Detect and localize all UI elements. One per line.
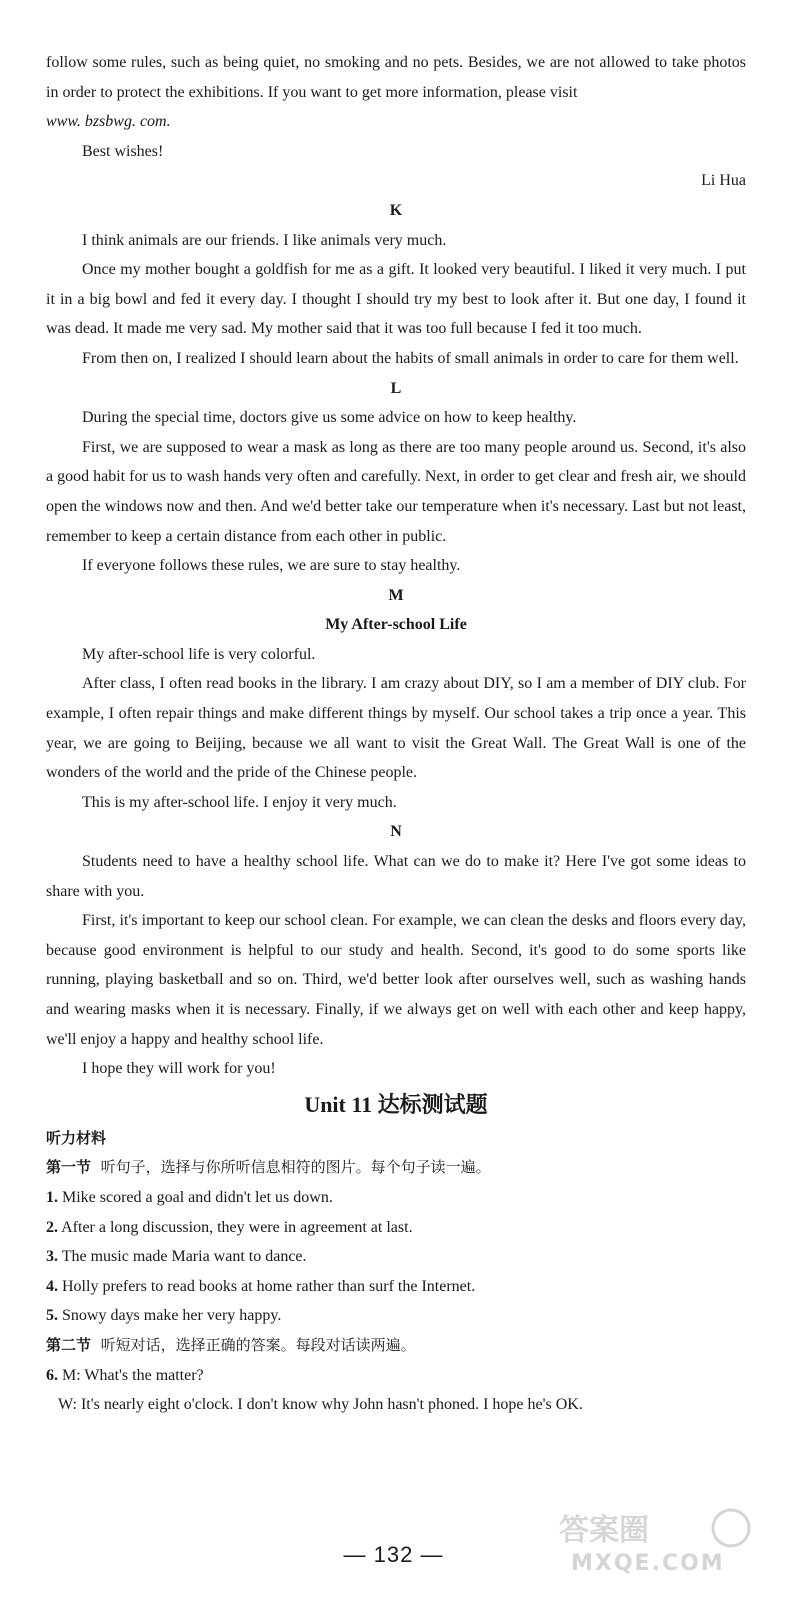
section-l-paragraph: During the special time, doctors give us some advice on how to keep healthy.: [82, 409, 577, 427]
part-two-instruction: 听短对话，选择正确的答案。每段对话读两遍。: [100, 1335, 416, 1354]
unit-title: Unit 11 达标测试题: [304, 1091, 488, 1117]
list-item: 3. The music made Maria want to dance.: [46, 1248, 307, 1266]
part-two-heading: [46, 1331, 746, 1361]
website-url: www. bzsbwg. com.: [46, 113, 171, 131]
list-item: 5. Snowy days make her very happy.: [46, 1307, 282, 1325]
essay-title: My After-school Life: [325, 616, 467, 634]
letter-paragraph-end: follow some rules, such as being quiet, no smoking and no pets. Besides, we are not allowed to take photos in order to protect the exhibitions. If you want to get more information, please visit www. bzsbwg. com.: [46, 54, 746, 131]
section-n-paragraph: I hope they will work for you!: [82, 1060, 276, 1078]
section-m-paragraph: My after-school life is very colorful.: [82, 645, 316, 663]
watermark-logo: [551, 1506, 761, 1576]
letter-signature: Li Hua: [701, 172, 746, 190]
section-l-paragraph: If everyone follows these rules, we are sure to stay healthy.: [82, 557, 461, 575]
dialog-item-6: 6. M: What's the matter?: [46, 1366, 204, 1384]
part-one-heading: [46, 1153, 746, 1183]
page-number: — 132 —: [343, 1542, 444, 1567]
part-one-instruction: 听句子，选择与你所听信息相符的图片。每个句子读一遍。: [100, 1158, 491, 1177]
section-label-l: L: [390, 379, 402, 397]
section-label-n: N: [390, 823, 402, 841]
section-l-paragraph: First, we are supposed to wear a mask as long as there are too many people around us. Second, it's also a good habit for us to wash hands very often and carefully. Next, in order to get clear and fresh air, we should open the windows now and then. And we'd better take our temperature when it's necessary. Last but not least, remember to keep a certain distance from each other in public.: [46, 438, 746, 545]
list-item: 1. Mike scored a goal and didn't let us down.: [46, 1188, 333, 1206]
listening-label: 听力材料: [46, 1128, 107, 1147]
section-label-m: M: [388, 586, 404, 604]
section-m-paragraph: After class, I often read books in the library. I am crazy about DIY, so I am a member of DIY club. For example, I often repair things and make different things by myself. Our school takes a trip once a year. This year, we are going to Beijing, because we all want to visit the Great Wall. The Great Wall is one of the wonders of the world and the pride of the Chinese people.: [46, 675, 746, 782]
list-item: 4. Holly prefers to read books at home rather than surf the Internet.: [46, 1277, 476, 1295]
section-k-paragraph: I think animals are our friends. I like animals very much.: [82, 231, 447, 249]
watermark-chars: 答案圈: [559, 1513, 649, 1548]
part-one-label: 第一节: [46, 1158, 92, 1177]
section-label-k: K: [389, 201, 403, 219]
section-k-paragraph: From then on, I realized I should learn about the habits of small animals in order to care for them well.: [82, 349, 739, 367]
letter-closing: Best wishes!: [82, 142, 164, 160]
part-two-label: 第二节: [46, 1335, 92, 1354]
text-body: [46, 48, 746, 1420]
section-n-paragraph: Students need to have a healthy school life. What can we do to make it? Here I've got some ideas to share with you.: [46, 853, 746, 900]
dialog-line-w: W: It's nearly eight o'clock. I don't know why John hasn't phoned. I hope he's OK.: [58, 1396, 583, 1414]
section-k-paragraph: Once my mother bought a goldfish for me as a gift. It looked very beautiful. I liked it very much. I put it in a big bowl and fed it every day. I thought I should try my best to look after it. But one day, I found it was dead. It made me very sad. My mother said that it was too full because I fed it too much.: [46, 261, 746, 338]
section-m-paragraph: This is my after-school life. I enjoy it very much.: [82, 793, 397, 811]
watermark-site: MXQE.COM: [571, 1551, 725, 1576]
list-item: 2. After a long discussion, they were in agreement at last.: [46, 1218, 413, 1236]
section-n-paragraph: First, it's important to keep our school clean. For example, we can clean the desks and floors every day, because good environment is helpful to our study and health. Second, it's good to do some sports like running, playing basketball and so on. Third, we'd better look after ourselves well, such as washing hands and wearing masks when it is necessary. Finally, if we always get on well with each other and keep happy, we'll enjoy a happy and healthy school life.: [46, 912, 746, 1048]
